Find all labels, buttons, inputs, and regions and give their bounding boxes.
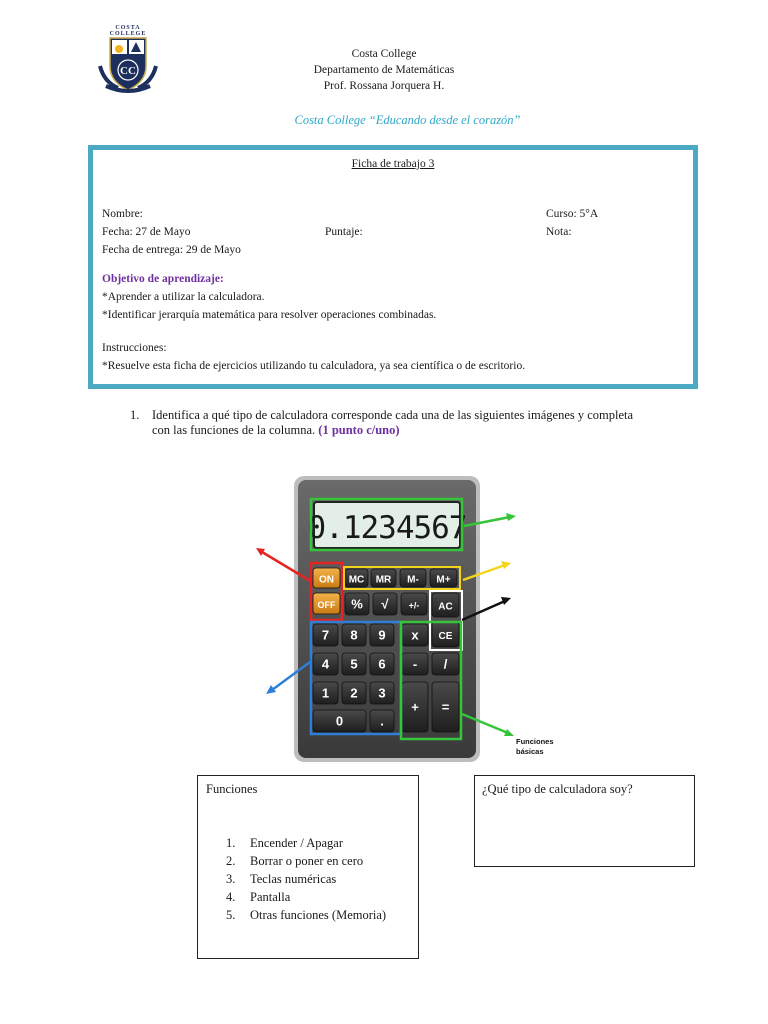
key-k3-label: 3 [378, 685, 386, 701]
instructions-title: Instrucciones: [102, 342, 167, 354]
question-body: Identifica a qué tipo de calculadora corresponde cada una de las siguientes imágenes y completa con las funciones de la columna. [152, 408, 634, 437]
key-mplus-label: M+ [436, 574, 451, 586]
objective-item-1: *Aprender a utilizar la calculadora. [102, 291, 265, 303]
key-ac-label: AC [438, 601, 453, 613]
basic-functions-label-2: básicas [516, 747, 544, 756]
functions-box-title: Funciones [206, 782, 258, 796]
list-item: 4. Pantalla [226, 890, 291, 904]
key-k0-label: 0 [335, 713, 344, 729]
key-k8-label: 8 [350, 627, 358, 643]
key-equals-label: = [441, 699, 450, 715]
key-k6-label: 6 [378, 656, 386, 672]
basic-functions-label-1: Funciones [516, 737, 554, 746]
question-number: 1. [130, 408, 140, 422]
key-on-label: ON [319, 574, 334, 586]
list-item: 3. Teclas numéricas [226, 872, 337, 886]
key-k1-label: 1 [321, 685, 330, 701]
functions-list [226, 834, 386, 924]
objective-title: Objetivo de aprendizaje: [102, 273, 224, 285]
date-label: Fecha: 27 de Mayo [102, 226, 191, 238]
question-points: (1 punto c/uno) [318, 423, 400, 437]
svg-text:COLLEGE: COLLEGE [109, 31, 147, 37]
key-k4-label: 4 [321, 656, 330, 672]
svg-text:COSTA: COSTA [115, 25, 141, 31]
list-item: 5. Otras funciones (Memoria) [226, 908, 387, 922]
key-divide-label: / [443, 656, 448, 672]
functions-box [197, 775, 419, 959]
instructions-text: *Resuelve esta ficha de ejercicios utilizando tu calculadora, ya sea científica o de escritorio. [102, 360, 526, 372]
key-dot-label: . [380, 713, 384, 729]
key-off-label: OFF [317, 600, 336, 610]
department-name: Departamento de Matemáticas [313, 64, 455, 76]
objective-item-2: *Identificar jerarquía matemática para resolver operaciones combinadas. [102, 309, 437, 321]
worksheet-info-box [88, 145, 698, 389]
school-name: Costa College [351, 48, 417, 60]
key-k7-label: 7 [321, 627, 330, 643]
teacher-name: Prof. Rossana Jorquera H. [323, 80, 445, 92]
worksheet-title: Ficha de trabajo 3 [351, 158, 435, 170]
question-text [152, 408, 652, 438]
name-label: Nombre: [102, 208, 143, 220]
school-motto: Costa College “Educando desde el corazón” [294, 113, 521, 127]
svg-text:CC: CC [120, 65, 136, 77]
calculator-type-box[interactable] [474, 775, 695, 867]
key-ce-label: CE [438, 631, 453, 642]
grade-label: Nota: [546, 226, 572, 238]
calculator-type-question: ¿Qué tipo de calculadora soy? [482, 782, 633, 796]
key-minus-label: - [412, 656, 418, 672]
key-times-label: x [411, 627, 419, 643]
list-item: 2. Borrar o poner en cero [226, 854, 364, 868]
key-k9-label: 9 [378, 627, 386, 643]
key-mr-label: MR [375, 574, 392, 586]
score-label: Puntaje: [325, 226, 363, 238]
course-label: Curso: 5°A [546, 208, 599, 220]
calculator-illustration [250, 470, 570, 770]
key-percent-label: % [351, 596, 363, 612]
display-digits: 0.1234567 [307, 510, 467, 546]
key-mc-label: MC [348, 574, 365, 586]
due-date-label: Fecha de entrega: 29 de Mayo [102, 244, 241, 256]
list-item: 1. Encender / Apagar [226, 836, 344, 850]
key-sqrt-label: √ [381, 596, 389, 612]
key-k2-label: 2 [350, 685, 358, 701]
key-mminus-label: M- [407, 574, 419, 586]
header-block [0, 46, 768, 94]
key-k5-label: 5 [350, 656, 358, 672]
key-plus-label: + [411, 699, 419, 715]
key-plusminus-label: +/- [408, 600, 420, 611]
